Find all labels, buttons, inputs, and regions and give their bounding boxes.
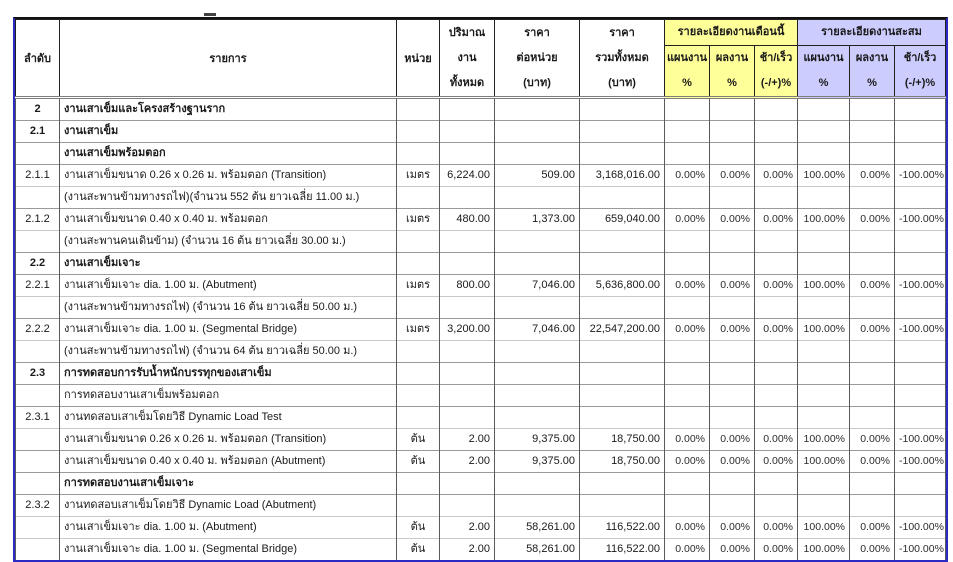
clipped-text-fragment <box>204 13 216 16</box>
cell-month-plan <box>665 363 710 385</box>
cell-no <box>16 517 60 539</box>
table-row <box>16 275 946 297</box>
cell-month-variance <box>755 363 798 385</box>
cell-month-variance <box>755 473 798 495</box>
cell-cum-actual <box>850 143 895 165</box>
cell-month-actual: 0.00% <box>710 165 755 187</box>
cell-month-actual <box>710 363 755 385</box>
cell-cum-actual: 0.00% <box>850 319 895 341</box>
cell-total-price <box>580 121 665 143</box>
cell-cum-variance <box>895 231 946 253</box>
cell-unit: เมตร <box>397 209 440 231</box>
cell-cum-actual <box>850 253 895 275</box>
cell-cum-plan: 100.00% <box>798 319 850 341</box>
cell-description: (งานสะพานข้ามทางรถไฟ) (จำนวน 64 ต้น ยาวเฉลี่ย 50.00 ม.) <box>60 341 397 363</box>
cell-unit: ต้น <box>397 429 440 451</box>
cell-month-variance <box>755 385 798 407</box>
cell-no <box>16 231 60 253</box>
cell-unit-price: 9,375.00 <box>495 451 580 473</box>
table-row <box>16 143 946 165</box>
cell-total-price <box>580 187 665 209</box>
cell-quantity <box>440 473 495 495</box>
cell-total-price: 18,750.00 <box>580 429 665 451</box>
cell-no: 2.3.2 <box>16 495 60 517</box>
cell-cum-actual <box>850 473 895 495</box>
cell-no <box>16 341 60 363</box>
cell-unit-price: 1,373.00 <box>495 209 580 231</box>
cell-cum-actual <box>850 385 895 407</box>
cell-unit: เมตร <box>397 165 440 187</box>
table-row <box>16 407 946 429</box>
cell-no: 2.3.1 <box>16 407 60 429</box>
cell-quantity: 800.00 <box>440 275 495 297</box>
cell-total-price <box>580 231 665 253</box>
cell-month-actual: 0.00% <box>710 539 755 561</box>
header-group-cumulative: รายละเอียดงานสะสม <box>798 20 946 46</box>
cell-month-actual <box>710 98 755 121</box>
cell-month-plan: 0.00% <box>665 319 710 341</box>
cell-cum-variance: -100.00% <box>895 539 946 561</box>
cell-unit <box>397 495 440 517</box>
cell-total-price: 18,750.00 <box>580 451 665 473</box>
cell-month-actual <box>710 297 755 319</box>
cell-month-variance: 0.00% <box>755 451 798 473</box>
cell-total-price: 3,168,016.00 <box>580 165 665 187</box>
cell-cum-variance: -100.00% <box>895 429 946 451</box>
cell-no: 2.1.1 <box>16 165 60 187</box>
cell-month-variance: 0.00% <box>755 209 798 231</box>
cell-unit-price: 9,375.00 <box>495 429 580 451</box>
cell-month-plan <box>665 341 710 363</box>
cell-month-variance <box>755 407 798 429</box>
cell-no: 2.2.2 <box>16 319 60 341</box>
header-description: รายการ <box>60 20 397 98</box>
cell-month-variance <box>755 253 798 275</box>
cell-unit-price <box>495 98 580 121</box>
cell-month-actual <box>710 187 755 209</box>
header-quantity: ปริมาณ งาน ทั้งหมด <box>440 20 495 98</box>
cell-cum-actual: 0.00% <box>850 165 895 187</box>
table-row <box>16 495 946 517</box>
cell-cum-plan <box>798 473 850 495</box>
cell-unit-price <box>495 385 580 407</box>
cell-unit-price <box>495 187 580 209</box>
table-row <box>16 429 946 451</box>
header-unit: หน่วย <box>397 20 440 98</box>
cell-description: (งานสะพานข้ามทางรถไฟ) (จำนวน 16 ต้น ยาวเฉลี่ย 50.00 ม.) <box>60 297 397 319</box>
cell-month-plan <box>665 253 710 275</box>
cell-no <box>16 187 60 209</box>
cell-month-actual: 0.00% <box>710 319 755 341</box>
cell-quantity: 480.00 <box>440 209 495 231</box>
cell-month-actual <box>710 495 755 517</box>
cell-month-plan <box>665 495 710 517</box>
cell-total-price: 116,522.00 <box>580 539 665 561</box>
cell-unit-price <box>495 253 580 275</box>
cell-total-price <box>580 341 665 363</box>
table-body <box>16 98 946 561</box>
cell-total-price: 5,636,800.00 <box>580 275 665 297</box>
cell-description: การทดสอบงานเสาเข็มเจาะ <box>60 473 397 495</box>
cell-description: งานเสาเข็มขนาด 0.26 x 0.26 ม. พร้อมตอก (Transition) <box>60 165 397 187</box>
cell-cum-plan: 100.00% <box>798 517 850 539</box>
cell-unit-price: 58,261.00 <box>495 517 580 539</box>
cell-total-price <box>580 143 665 165</box>
cell-month-variance <box>755 341 798 363</box>
cell-unit-price <box>495 231 580 253</box>
cell-unit: ต้น <box>397 539 440 561</box>
cell-cum-plan: 100.00% <box>798 429 850 451</box>
cell-month-plan <box>665 231 710 253</box>
cell-month-variance: 0.00% <box>755 517 798 539</box>
boq-table-frame <box>13 17 948 562</box>
cell-cum-actual: 0.00% <box>850 517 895 539</box>
cell-unit <box>397 341 440 363</box>
cell-total-price <box>580 98 665 121</box>
cell-cum-plan <box>798 121 850 143</box>
cell-cum-variance: -100.00% <box>895 517 946 539</box>
cell-month-actual: 0.00% <box>710 451 755 473</box>
cell-month-plan: 0.00% <box>665 539 710 561</box>
header-month-variance: ช้า/เร็ว (-/+)% <box>755 46 798 98</box>
cell-cum-variance <box>895 98 946 121</box>
cell-month-actual <box>710 385 755 407</box>
cell-total-price <box>580 363 665 385</box>
cell-month-variance <box>755 121 798 143</box>
table-row <box>16 363 946 385</box>
header-cum-actual: ผลงาน % <box>850 46 895 98</box>
cell-description: (งานสะพานคนเดินข้าม) (จำนวน 16 ต้น ยาวเฉลี่ย 30.00 ม.) <box>60 231 397 253</box>
cell-description: งานเสาเข็มเจาะ dia. 1.00 ม. (Abutment) <box>60 517 397 539</box>
cell-month-actual: 0.00% <box>710 429 755 451</box>
cell-cum-actual: 0.00% <box>850 429 895 451</box>
cell-unit <box>397 363 440 385</box>
cell-description: งานทดสอบเสาเข็มโดยวิธี Dynamic Load Test <box>60 407 397 429</box>
cell-unit-price <box>495 143 580 165</box>
header-total-price: ราคา รวมทั้งหมด (บาท) <box>580 20 665 98</box>
cell-unit-price: 509.00 <box>495 165 580 187</box>
cell-unit <box>397 231 440 253</box>
cell-unit <box>397 385 440 407</box>
cell-unit-price <box>495 495 580 517</box>
cell-cum-plan <box>798 297 850 319</box>
cell-description: งานเสาเข็มขนาด 0.40 x 0.40 ม. พร้อมตอก <box>60 209 397 231</box>
header-group-month: รายละเอียดงานเดือนนี้ <box>665 20 798 46</box>
cell-cum-plan <box>798 187 850 209</box>
table-row <box>16 319 946 341</box>
cell-month-actual <box>710 231 755 253</box>
cell-cum-actual: 0.00% <box>850 275 895 297</box>
cell-month-plan <box>665 187 710 209</box>
cell-no: 2.1.2 <box>16 209 60 231</box>
cell-cum-actual <box>850 121 895 143</box>
cell-quantity <box>440 495 495 517</box>
table-row <box>16 253 946 275</box>
cell-month-variance <box>755 143 798 165</box>
cell-month-plan <box>665 143 710 165</box>
cell-no <box>16 429 60 451</box>
cell-quantity: 6,224.00 <box>440 165 495 187</box>
cell-cum-plan <box>798 253 850 275</box>
cell-total-price <box>580 473 665 495</box>
header-month-plan: แผนงาน % <box>665 46 710 98</box>
cell-quantity <box>440 341 495 363</box>
cell-cum-plan: 100.00% <box>798 209 850 231</box>
cell-no <box>16 473 60 495</box>
cell-description: งานเสาเข็มเจาะ dia. 1.00 ม. (Segmental Bridge) <box>60 319 397 341</box>
cell-total-price <box>580 297 665 319</box>
cell-unit <box>397 253 440 275</box>
cell-unit-price <box>495 407 580 429</box>
cell-cum-plan: 100.00% <box>798 165 850 187</box>
cell-month-variance: 0.00% <box>755 429 798 451</box>
cell-total-price: 116,522.00 <box>580 517 665 539</box>
table-row <box>16 209 946 231</box>
cell-quantity <box>440 231 495 253</box>
cell-description: การทดสอบงานเสาเข็มพร้อมตอก <box>60 385 397 407</box>
cell-cum-variance <box>895 473 946 495</box>
header-cum-plan: แผนงาน % <box>798 46 850 98</box>
cell-month-actual <box>710 143 755 165</box>
cell-unit <box>397 187 440 209</box>
cell-unit: ต้น <box>397 451 440 473</box>
cell-month-variance <box>755 495 798 517</box>
cell-month-actual: 0.00% <box>710 209 755 231</box>
cell-quantity <box>440 253 495 275</box>
cell-month-actual: 0.00% <box>710 275 755 297</box>
header-unit-price: ราคา ต่อหน่วย (บาท) <box>495 20 580 98</box>
cell-no <box>16 451 60 473</box>
cell-cum-variance <box>895 385 946 407</box>
cell-month-variance: 0.00% <box>755 165 798 187</box>
cell-cum-variance: -100.00% <box>895 451 946 473</box>
table-row <box>16 517 946 539</box>
cell-no: 2.3 <box>16 363 60 385</box>
header-month-actual: ผลงาน % <box>710 46 755 98</box>
cell-unit <box>397 121 440 143</box>
cell-total-price <box>580 407 665 429</box>
table-row <box>16 473 946 495</box>
cell-description: งานเสาเข็มพร้อมตอก <box>60 143 397 165</box>
cell-description: งานเสาเข็มเจาะ <box>60 253 397 275</box>
cell-cum-variance <box>895 495 946 517</box>
cell-cum-actual <box>850 297 895 319</box>
cell-month-actual <box>710 341 755 363</box>
cell-unit <box>397 143 440 165</box>
table-row <box>16 231 946 253</box>
cell-cum-plan <box>798 363 850 385</box>
cell-unit-price: 7,046.00 <box>495 319 580 341</box>
cell-unit <box>397 407 440 429</box>
cell-description: งานเสาเข็มขนาด 0.40 x 0.40 ม. พร้อมตอก (Abutment) <box>60 451 397 473</box>
cell-month-plan: 0.00% <box>665 451 710 473</box>
header-cum-variance: ช้า/เร็ว (-/+)% <box>895 46 946 98</box>
cell-description: งานทดสอบเสาเข็มโดยวิธี Dynamic Load (Abutment) <box>60 495 397 517</box>
cell-total-price: 22,547,200.00 <box>580 319 665 341</box>
cell-month-plan: 0.00% <box>665 517 710 539</box>
cell-month-variance <box>755 231 798 253</box>
cell-total-price <box>580 495 665 517</box>
cell-cum-plan <box>798 407 850 429</box>
cell-quantity: 2.00 <box>440 517 495 539</box>
cell-description: งานเสาเข็มเจาะ dia. 1.00 ม. (Abutment) <box>60 275 397 297</box>
cell-month-actual <box>710 253 755 275</box>
cell-unit-price: 58,261.00 <box>495 539 580 561</box>
cell-month-plan <box>665 98 710 121</box>
cell-cum-actual <box>850 407 895 429</box>
cell-month-variance: 0.00% <box>755 319 798 341</box>
cell-quantity: 2.00 <box>440 429 495 451</box>
cell-unit-price <box>495 297 580 319</box>
cell-cum-actual: 0.00% <box>850 451 895 473</box>
cell-cum-actual <box>850 231 895 253</box>
table-row <box>16 297 946 319</box>
cell-cum-variance <box>895 407 946 429</box>
cell-unit-price <box>495 121 580 143</box>
cell-cum-actual <box>850 341 895 363</box>
cell-unit-price <box>495 473 580 495</box>
cell-month-variance <box>755 297 798 319</box>
cell-cum-variance <box>895 143 946 165</box>
cell-quantity: 2.00 <box>440 539 495 561</box>
cell-cum-actual <box>850 363 895 385</box>
cell-cum-actual: 0.00% <box>850 209 895 231</box>
cell-no: 2.1 <box>16 121 60 143</box>
cell-cum-plan: 100.00% <box>798 275 850 297</box>
cell-month-plan: 0.00% <box>665 429 710 451</box>
cell-month-actual <box>710 407 755 429</box>
table-row <box>16 187 946 209</box>
cell-month-plan <box>665 297 710 319</box>
cell-no <box>16 297 60 319</box>
cell-cum-actual <box>850 98 895 121</box>
table-row <box>16 121 946 143</box>
cell-cum-variance <box>895 341 946 363</box>
cell-cum-plan <box>798 98 850 121</box>
table-row <box>16 451 946 473</box>
cell-no: 2 <box>16 98 60 121</box>
cell-quantity <box>440 187 495 209</box>
cell-month-plan: 0.00% <box>665 165 710 187</box>
cell-description: งานเสาเข็มเจาะ dia. 1.00 ม. (Segmental Bridge) <box>60 539 397 561</box>
table-row <box>16 539 946 561</box>
cell-description: งานเสาเข็มและโครงสร้างฐานราก <box>60 98 397 121</box>
boq-table <box>15 19 946 560</box>
cell-total-price <box>580 385 665 407</box>
cell-cum-variance <box>895 363 946 385</box>
cell-cum-plan <box>798 341 850 363</box>
cell-month-plan <box>665 121 710 143</box>
cell-unit <box>397 473 440 495</box>
cell-description: การทดสอบการรับน้ำหนักบรรทุกของเสาเข็ม <box>60 363 397 385</box>
cell-no <box>16 539 60 561</box>
table-row <box>16 341 946 363</box>
cell-quantity: 2.00 <box>440 451 495 473</box>
cell-no <box>16 143 60 165</box>
cell-quantity <box>440 407 495 429</box>
cell-month-plan <box>665 473 710 495</box>
header-no: ลำดับ <box>16 20 60 98</box>
cell-month-variance: 0.00% <box>755 539 798 561</box>
cell-description: งานเสาเข็ม <box>60 121 397 143</box>
cell-month-plan <box>665 407 710 429</box>
cell-unit: ต้น <box>397 517 440 539</box>
cell-description: (งานสะพานข้ามทางรถไฟ)(จำนวน 552 ต้น ยาวเฉลี่ย 11.00 ม.) <box>60 187 397 209</box>
cell-cum-variance <box>895 297 946 319</box>
cell-no <box>16 385 60 407</box>
cell-total-price: 659,040.00 <box>580 209 665 231</box>
cell-month-actual <box>710 473 755 495</box>
cell-cum-plan: 100.00% <box>798 539 850 561</box>
cell-cum-variance <box>895 187 946 209</box>
cell-quantity <box>440 143 495 165</box>
table-header <box>16 20 946 98</box>
cell-unit-price <box>495 363 580 385</box>
cell-quantity <box>440 121 495 143</box>
cell-no: 2.2.1 <box>16 275 60 297</box>
cell-cum-variance: -100.00% <box>895 319 946 341</box>
cell-description: งานเสาเข็มขนาด 0.26 x 0.26 ม. พร้อมตอก (Transition) <box>60 429 397 451</box>
cell-month-plan: 0.00% <box>665 275 710 297</box>
cell-total-price <box>580 253 665 275</box>
cell-month-actual <box>710 121 755 143</box>
cell-quantity <box>440 98 495 121</box>
table-row <box>16 98 946 121</box>
cell-cum-plan <box>798 143 850 165</box>
cell-cum-variance: -100.00% <box>895 165 946 187</box>
cell-unit: เมตร <box>397 319 440 341</box>
cell-unit <box>397 297 440 319</box>
cell-cum-variance: -100.00% <box>895 209 946 231</box>
cell-unit <box>397 98 440 121</box>
table-row <box>16 385 946 407</box>
cell-quantity <box>440 385 495 407</box>
cell-unit-price: 7,046.00 <box>495 275 580 297</box>
cell-cum-actual <box>850 495 895 517</box>
cell-unit-price <box>495 341 580 363</box>
cell-month-plan: 0.00% <box>665 209 710 231</box>
cell-cum-variance <box>895 121 946 143</box>
table-row <box>16 165 946 187</box>
cell-cum-variance: -100.00% <box>895 275 946 297</box>
cell-month-variance: 0.00% <box>755 275 798 297</box>
cell-cum-plan <box>798 495 850 517</box>
cell-cum-plan: 100.00% <box>798 451 850 473</box>
cell-cum-variance <box>895 253 946 275</box>
cell-quantity <box>440 297 495 319</box>
cell-month-plan <box>665 385 710 407</box>
cell-month-variance <box>755 187 798 209</box>
cell-quantity <box>440 363 495 385</box>
cell-unit: เมตร <box>397 275 440 297</box>
cell-cum-actual: 0.00% <box>850 539 895 561</box>
cell-quantity: 3,200.00 <box>440 319 495 341</box>
cell-cum-actual <box>850 187 895 209</box>
cell-month-actual: 0.00% <box>710 517 755 539</box>
cell-cum-plan <box>798 385 850 407</box>
cell-no: 2.2 <box>16 253 60 275</box>
cell-month-variance <box>755 98 798 121</box>
cell-cum-plan <box>798 231 850 253</box>
